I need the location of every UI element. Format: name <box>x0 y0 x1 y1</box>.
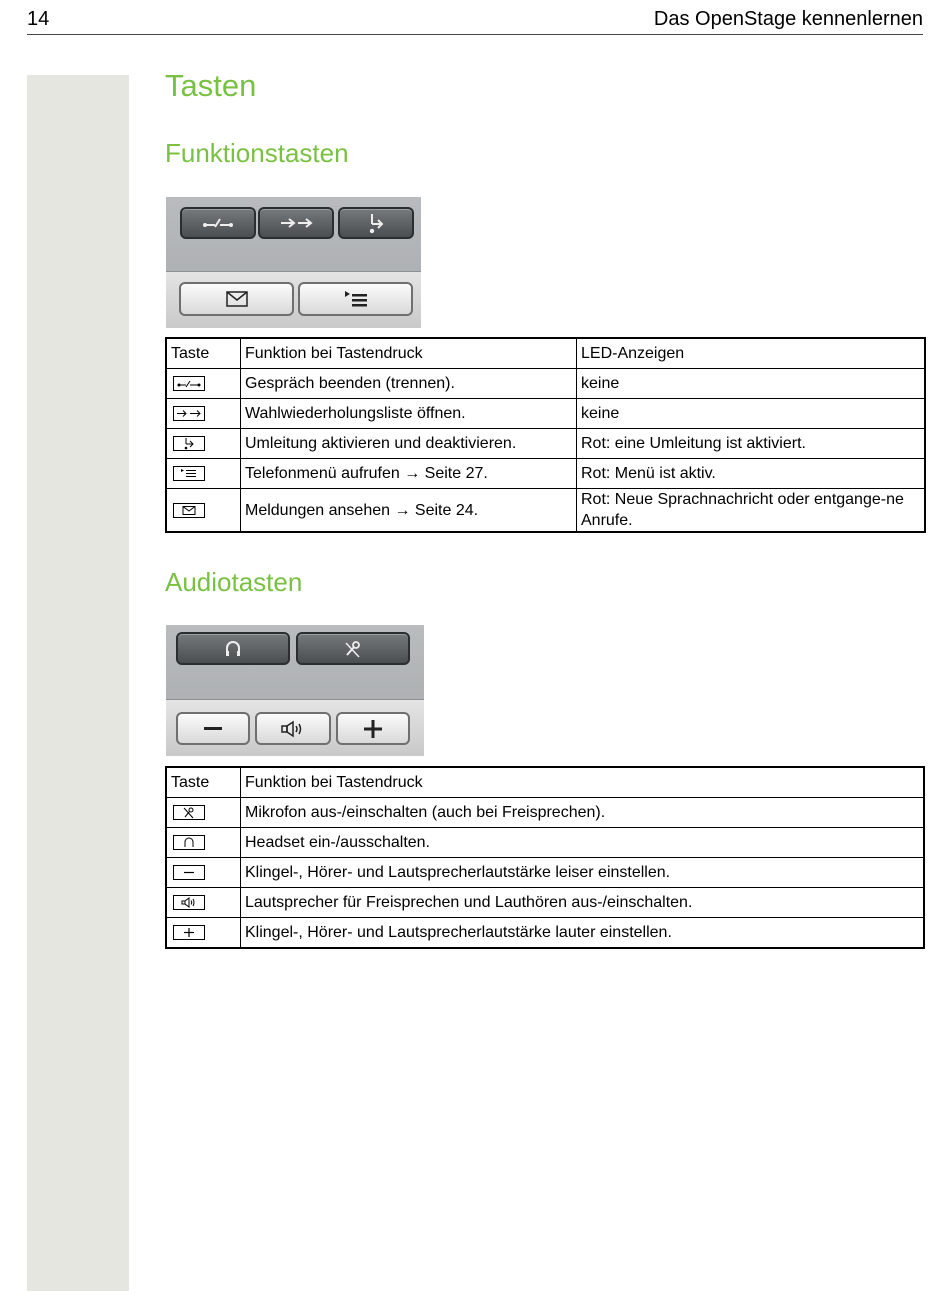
chapter-title: Das OpenStage kennenlernen <box>653 8 923 30</box>
led-text: Rot: eine Umleitung ist aktiviert. <box>577 429 926 459</box>
table-row <box>166 888 924 918</box>
keypad-lower-panel <box>166 271 421 328</box>
function-text: Lautsprecher für Freisprechen und Lauthören aus-/einschalten. <box>241 888 925 918</box>
plus-icon <box>173 925 205 940</box>
side-band <box>27 75 129 1291</box>
plus-icon <box>336 712 410 745</box>
redial-icon <box>173 406 205 421</box>
table-header-row <box>166 767 924 798</box>
function-text: Telefonmenü aufrufen → Seite 27. <box>241 459 577 489</box>
table-row <box>166 489 925 533</box>
menu-icon <box>173 466 205 481</box>
page-number: 14 <box>27 8 50 30</box>
table-row <box>166 918 924 949</box>
page-title: Tasten <box>165 68 257 103</box>
table-row <box>166 828 924 858</box>
headset-icon <box>173 835 205 850</box>
mute-icon <box>296 632 410 665</box>
table-row <box>166 369 925 399</box>
table-row <box>166 459 925 489</box>
function-keypad-image <box>166 197 421 328</box>
forwarding-icon <box>173 436 205 451</box>
release-icon <box>180 207 256 239</box>
function-text: Mikrofon aus-/einschalten (auch bei Freisprechen). <box>241 798 925 828</box>
led-text: keine <box>577 369 926 399</box>
messages-icon <box>179 282 294 316</box>
column-header: Funktion bei Tastendruck <box>241 338 577 369</box>
column-header: Funktion bei Tastendruck <box>241 767 925 798</box>
led-text: Rot: Neue Sprachnachricht oder entgange-ne Anrufe. <box>577 489 926 533</box>
page-header <box>27 8 923 35</box>
menu-icon <box>298 282 413 316</box>
function-keys-table <box>165 337 926 533</box>
audio-keys-heading: Audiotasten <box>165 567 303 597</box>
column-header: Taste <box>166 338 241 369</box>
function-text: Umleitung aktivieren und deaktivieren. <box>241 429 577 459</box>
table-row <box>166 429 925 459</box>
function-text: Wahlwiederholungsliste öffnen. <box>241 399 577 429</box>
column-header: Taste <box>166 767 241 798</box>
function-text: Meldungen ansehen → Seite 24. <box>241 489 577 533</box>
column-header: LED-Anzeigen <box>577 338 926 369</box>
release-icon <box>173 376 205 391</box>
table-header-row <box>166 338 925 369</box>
function-keys-heading: Funktionstasten <box>165 138 349 168</box>
audio-keypad-image <box>166 625 424 756</box>
led-text: keine <box>577 399 926 429</box>
keypad-lower-panel <box>166 699 424 756</box>
forwarding-icon <box>338 207 414 239</box>
minus-icon <box>176 712 250 745</box>
table-row <box>166 858 924 888</box>
table-row <box>166 798 924 828</box>
function-text: Klingel-, Hörer- und Lautsprecherlautstärke leiser einstellen. <box>241 858 925 888</box>
minus-icon <box>173 865 205 880</box>
headset-icon <box>176 632 290 665</box>
mute-icon <box>173 805 205 820</box>
speaker-icon <box>255 712 331 745</box>
function-text: Klingel-, Hörer- und Lautsprecherlautstärke lauter einstellen. <box>241 918 925 949</box>
speaker-icon <box>173 895 205 910</box>
led-text: Rot: Menü ist aktiv. <box>577 459 926 489</box>
audio-keys-table <box>165 766 925 949</box>
table-row <box>166 399 925 429</box>
function-text: Gespräch beenden (trennen). <box>241 369 577 399</box>
redial-icon <box>258 207 334 239</box>
messages-icon <box>173 503 205 518</box>
function-text: Headset ein-/ausschalten. <box>241 828 925 858</box>
